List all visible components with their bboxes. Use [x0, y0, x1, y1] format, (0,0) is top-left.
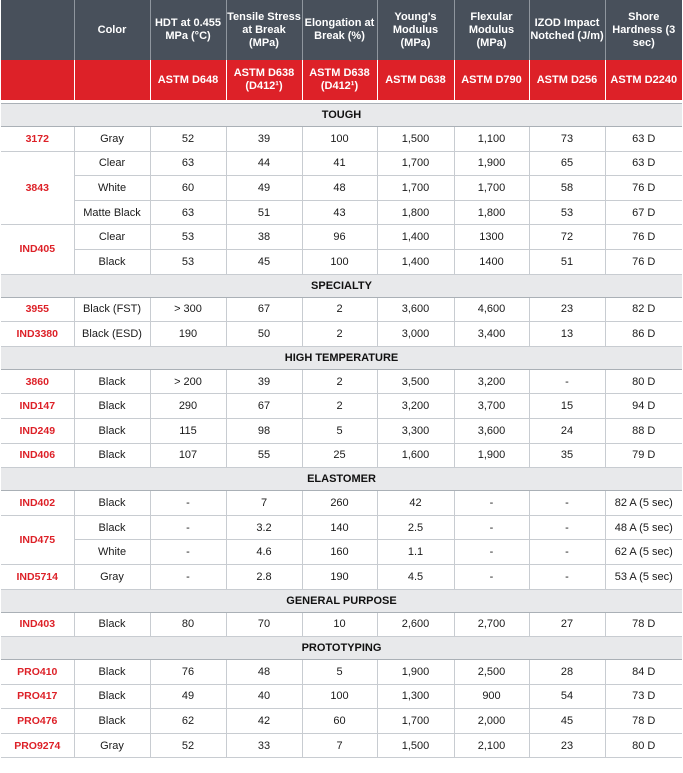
- cell-izod: 65: [529, 151, 605, 176]
- cell-color: Matte Black: [74, 200, 150, 225]
- cell-flexural: 3,400: [454, 322, 529, 347]
- material-name: IND147: [1, 394, 74, 419]
- cell-izod: 28: [529, 660, 605, 685]
- table-row: [1, 249, 682, 274]
- table-row: [1, 176, 682, 201]
- cell-youngs: 3,000: [377, 322, 454, 347]
- cell-tensile: 67: [226, 297, 302, 322]
- cell-flexural: 3,700: [454, 394, 529, 419]
- cell-hdt: 115: [150, 418, 226, 443]
- table-row: [1, 151, 682, 176]
- cell-flexural: 1,700: [454, 176, 529, 201]
- table-row: [1, 612, 682, 637]
- cell-color: White: [74, 176, 150, 201]
- cell-color: Gray: [74, 564, 150, 589]
- cell-elongation: 2: [302, 369, 377, 394]
- cell-hdt: 49: [150, 684, 226, 709]
- cell-elongation: 100: [302, 127, 377, 152]
- table-row: [1, 540, 682, 565]
- table-row: [1, 297, 682, 322]
- cell-hdt: -: [150, 515, 226, 540]
- material-name: IND403: [1, 612, 74, 637]
- cell-elongation: 140: [302, 515, 377, 540]
- header-elongation: Elongation at Break (%): [302, 0, 377, 60]
- cell-flexural: 1300: [454, 225, 529, 250]
- cell-youngs: 1,700: [377, 709, 454, 734]
- cell-izod: 58: [529, 176, 605, 201]
- cell-elongation: 7: [302, 733, 377, 758]
- cell-shore: 76 D: [605, 225, 682, 250]
- cell-hdt: 60: [150, 176, 226, 201]
- cell-tensile: 98: [226, 418, 302, 443]
- cell-elongation: 25: [302, 443, 377, 468]
- table-row: [1, 564, 682, 589]
- cell-elongation: 48: [302, 176, 377, 201]
- table-row: [1, 394, 682, 419]
- table-row: [1, 418, 682, 443]
- cell-izod: 45: [529, 709, 605, 734]
- table-row: [1, 515, 682, 540]
- cell-hdt: > 200: [150, 369, 226, 394]
- cell-izod: 73: [529, 127, 605, 152]
- section-title: SPECIALTY: [1, 274, 682, 297]
- cell-izod: 72: [529, 225, 605, 250]
- cell-color: Black (ESD): [74, 322, 150, 347]
- cell-youngs: 1,500: [377, 733, 454, 758]
- section-header-row: [1, 589, 682, 612]
- cell-shore: 48 A (5 sec): [605, 515, 682, 540]
- cell-flexural: 3,200: [454, 369, 529, 394]
- material-name: IND249: [1, 418, 74, 443]
- standard-material: [1, 60, 74, 100]
- cell-color: Black: [74, 491, 150, 516]
- cell-elongation: 100: [302, 249, 377, 274]
- cell-shore: 63 D: [605, 127, 682, 152]
- section-title: HIGH TEMPERATURE: [1, 346, 682, 369]
- standards-row: [1, 60, 682, 100]
- cell-elongation: 5: [302, 418, 377, 443]
- cell-youngs: 2.5: [377, 515, 454, 540]
- cell-hdt: 290: [150, 394, 226, 419]
- cell-hdt: > 300: [150, 297, 226, 322]
- cell-flexural: 1,100: [454, 127, 529, 152]
- cell-youngs: 1,700: [377, 176, 454, 201]
- cell-color: Black: [74, 515, 150, 540]
- table-row: [1, 491, 682, 516]
- cell-elongation: 41: [302, 151, 377, 176]
- cell-elongation: 100: [302, 684, 377, 709]
- cell-color: Black: [74, 612, 150, 637]
- cell-color: Black: [74, 684, 150, 709]
- cell-tensile: 4.6: [226, 540, 302, 565]
- cell-izod: 54: [529, 684, 605, 709]
- cell-hdt: 52: [150, 127, 226, 152]
- header-izod: IZOD Impact Notched (J/m): [529, 0, 605, 60]
- cell-shore: 84 D: [605, 660, 682, 685]
- header-row: [1, 0, 682, 60]
- cell-tensile: 70: [226, 612, 302, 637]
- cell-izod: 13: [529, 322, 605, 347]
- cell-hdt: 190: [150, 322, 226, 347]
- header-hdt: HDT at 0.455 MPa (°C): [150, 0, 226, 60]
- cell-elongation: 43: [302, 200, 377, 225]
- cell-flexural: 1400: [454, 249, 529, 274]
- table-row: [1, 127, 682, 152]
- cell-color: Black: [74, 443, 150, 468]
- cell-youngs: 2,600: [377, 612, 454, 637]
- cell-shore: 80 D: [605, 369, 682, 394]
- cell-shore: 78 D: [605, 612, 682, 637]
- material-name: PRO476: [1, 709, 74, 734]
- cell-hdt: 63: [150, 151, 226, 176]
- section-header-row: [1, 468, 682, 491]
- cell-izod: 27: [529, 612, 605, 637]
- section-title: ELASTOMER: [1, 468, 682, 491]
- cell-tensile: 45: [226, 249, 302, 274]
- cell-shore: 67 D: [605, 200, 682, 225]
- cell-color: Clear: [74, 151, 150, 176]
- cell-color: Gray: [74, 733, 150, 758]
- cell-elongation: 260: [302, 491, 377, 516]
- cell-shore: 53 A (5 sec): [605, 564, 682, 589]
- cell-tensile: 38: [226, 225, 302, 250]
- section-header-row: [1, 274, 682, 297]
- cell-flexural: -: [454, 564, 529, 589]
- cell-hdt: -: [150, 540, 226, 565]
- cell-tensile: 50: [226, 322, 302, 347]
- cell-flexural: -: [454, 515, 529, 540]
- material-name: IND402: [1, 491, 74, 516]
- table-row: [1, 443, 682, 468]
- standard-color: [74, 60, 150, 100]
- cell-tensile: 67: [226, 394, 302, 419]
- cell-tensile: 42: [226, 709, 302, 734]
- cell-flexural: 2,500: [454, 660, 529, 685]
- cell-hdt: 53: [150, 249, 226, 274]
- cell-tensile: 49: [226, 176, 302, 201]
- standard-youngs: ASTM D638: [377, 60, 454, 100]
- cell-youngs: 3,300: [377, 418, 454, 443]
- cell-flexural: -: [454, 491, 529, 516]
- material-name: 3172: [1, 127, 74, 152]
- cell-elongation: 60: [302, 709, 377, 734]
- cell-youngs: 4.5: [377, 564, 454, 589]
- cell-elongation: 2: [302, 394, 377, 419]
- cell-shore: 82 A (5 sec): [605, 491, 682, 516]
- cell-flexural: 4,600: [454, 297, 529, 322]
- cell-youngs: 42: [377, 491, 454, 516]
- cell-tensile: 48: [226, 660, 302, 685]
- cell-shore: 79 D: [605, 443, 682, 468]
- section-title: PROTOTYPING: [1, 637, 682, 660]
- standard-izod: ASTM D256: [529, 60, 605, 100]
- material-name: PRO9274: [1, 733, 74, 758]
- cell-hdt: 76: [150, 660, 226, 685]
- cell-tensile: 7: [226, 491, 302, 516]
- material-name: IND3380: [1, 322, 74, 347]
- cell-tensile: 39: [226, 369, 302, 394]
- section-title: TOUGH: [1, 104, 682, 127]
- cell-shore: 63 D: [605, 151, 682, 176]
- cell-tensile: 39: [226, 127, 302, 152]
- material-name: PRO410: [1, 660, 74, 685]
- cell-flexural: 2,700: [454, 612, 529, 637]
- cell-hdt: -: [150, 491, 226, 516]
- cell-youngs: 1,600: [377, 443, 454, 468]
- cell-tensile: 2.8: [226, 564, 302, 589]
- standard-hdt: ASTM D648: [150, 60, 226, 100]
- cell-youngs: 3,200: [377, 394, 454, 419]
- cell-youngs: 1,800: [377, 200, 454, 225]
- cell-color: Clear: [74, 225, 150, 250]
- cell-izod: 51: [529, 249, 605, 274]
- cell-hdt: 107: [150, 443, 226, 468]
- cell-youngs: 1,500: [377, 127, 454, 152]
- material-name: 3843: [1, 151, 74, 225]
- cell-color: Black: [74, 660, 150, 685]
- cell-shore: 76 D: [605, 249, 682, 274]
- cell-elongation: 96: [302, 225, 377, 250]
- cell-izod: 35: [529, 443, 605, 468]
- table-row: [1, 369, 682, 394]
- cell-youngs: 3,600: [377, 297, 454, 322]
- table-body: [1, 104, 682, 758]
- cell-hdt: 63: [150, 200, 226, 225]
- table-row: [1, 684, 682, 709]
- header-material: [1, 0, 74, 60]
- cell-youngs: 3,500: [377, 369, 454, 394]
- cell-color: Black: [74, 418, 150, 443]
- cell-flexural: 2,000: [454, 709, 529, 734]
- section-title: GENERAL PURPOSE: [1, 589, 682, 612]
- cell-elongation: 5: [302, 660, 377, 685]
- cell-izod: 23: [529, 733, 605, 758]
- cell-shore: 86 D: [605, 322, 682, 347]
- material-name: PRO417: [1, 684, 74, 709]
- cell-shore: 80 D: [605, 733, 682, 758]
- cell-tensile: 55: [226, 443, 302, 468]
- cell-hdt: 80: [150, 612, 226, 637]
- table-row: [1, 709, 682, 734]
- cell-youngs: 1.1: [377, 540, 454, 565]
- cell-youngs: 1,700: [377, 151, 454, 176]
- cell-shore: 88 D: [605, 418, 682, 443]
- cell-shore: 78 D: [605, 709, 682, 734]
- cell-tensile: 33: [226, 733, 302, 758]
- cell-izod: -: [529, 540, 605, 565]
- material-name: IND406: [1, 443, 74, 468]
- cell-flexural: -: [454, 540, 529, 565]
- cell-flexural: 1,900: [454, 151, 529, 176]
- cell-color: Black: [74, 394, 150, 419]
- table-row: [1, 200, 682, 225]
- cell-shore: 94 D: [605, 394, 682, 419]
- cell-elongation: 160: [302, 540, 377, 565]
- section-header-row: [1, 346, 682, 369]
- cell-hdt: -: [150, 564, 226, 589]
- cell-color: Gray: [74, 127, 150, 152]
- standard-elongation: ASTM D638 (D412¹): [302, 60, 377, 100]
- header-color: Color: [74, 0, 150, 60]
- material-name: 3860: [1, 369, 74, 394]
- cell-color: Black (FST): [74, 297, 150, 322]
- cell-shore: 76 D: [605, 176, 682, 201]
- cell-tensile: 3.2: [226, 515, 302, 540]
- cell-shore: 62 A (5 sec): [605, 540, 682, 565]
- cell-izod: 15: [529, 394, 605, 419]
- cell-flexural: 3,600: [454, 418, 529, 443]
- header-flexural: Flexular Modulus (MPa): [454, 0, 529, 60]
- cell-tensile: 40: [226, 684, 302, 709]
- cell-color: Black: [74, 709, 150, 734]
- material-name: IND405: [1, 225, 74, 274]
- section-header-row: [1, 104, 682, 127]
- cell-izod: -: [529, 515, 605, 540]
- cell-hdt: 52: [150, 733, 226, 758]
- cell-izod: -: [529, 564, 605, 589]
- cell-tensile: 51: [226, 200, 302, 225]
- cell-flexural: 1,900: [454, 443, 529, 468]
- material-name: IND5714: [1, 564, 74, 589]
- cell-elongation: 2: [302, 297, 377, 322]
- standard-flexural: ASTM D790: [454, 60, 529, 100]
- cell-flexural: 2,100: [454, 733, 529, 758]
- cell-izod: 24: [529, 418, 605, 443]
- material-properties-table: [1, 0, 682, 758]
- cell-color: White: [74, 540, 150, 565]
- cell-hdt: 53: [150, 225, 226, 250]
- header-shore: Shore Hardness (3 sec): [605, 0, 682, 60]
- cell-izod: -: [529, 369, 605, 394]
- cell-izod: 53: [529, 200, 605, 225]
- material-name: IND475: [1, 515, 74, 564]
- cell-izod: -: [529, 491, 605, 516]
- material-name: 3955: [1, 297, 74, 322]
- cell-shore: 82 D: [605, 297, 682, 322]
- cell-flexural: 900: [454, 684, 529, 709]
- section-header-row: [1, 637, 682, 660]
- standard-shore: ASTM D2240: [605, 60, 682, 100]
- cell-elongation: 2: [302, 322, 377, 347]
- cell-youngs: 1,400: [377, 249, 454, 274]
- header-youngs: Young's Modulus (MPa): [377, 0, 454, 60]
- table-row: [1, 660, 682, 685]
- cell-youngs: 1,900: [377, 660, 454, 685]
- header-tensile: Tensile Stress at Break (MPa): [226, 0, 302, 60]
- cell-youngs: 1,300: [377, 684, 454, 709]
- cell-youngs: 1,400: [377, 225, 454, 250]
- table-row: [1, 322, 682, 347]
- cell-elongation: 190: [302, 564, 377, 589]
- cell-color: Black: [74, 249, 150, 274]
- cell-elongation: 10: [302, 612, 377, 637]
- cell-shore: 73 D: [605, 684, 682, 709]
- table-row: [1, 733, 682, 758]
- table-row: [1, 225, 682, 250]
- standard-tensile: ASTM D638 (D412¹): [226, 60, 302, 100]
- cell-flexural: 1,800: [454, 200, 529, 225]
- cell-izod: 23: [529, 297, 605, 322]
- cell-hdt: 62: [150, 709, 226, 734]
- cell-color: Black: [74, 369, 150, 394]
- cell-tensile: 44: [226, 151, 302, 176]
